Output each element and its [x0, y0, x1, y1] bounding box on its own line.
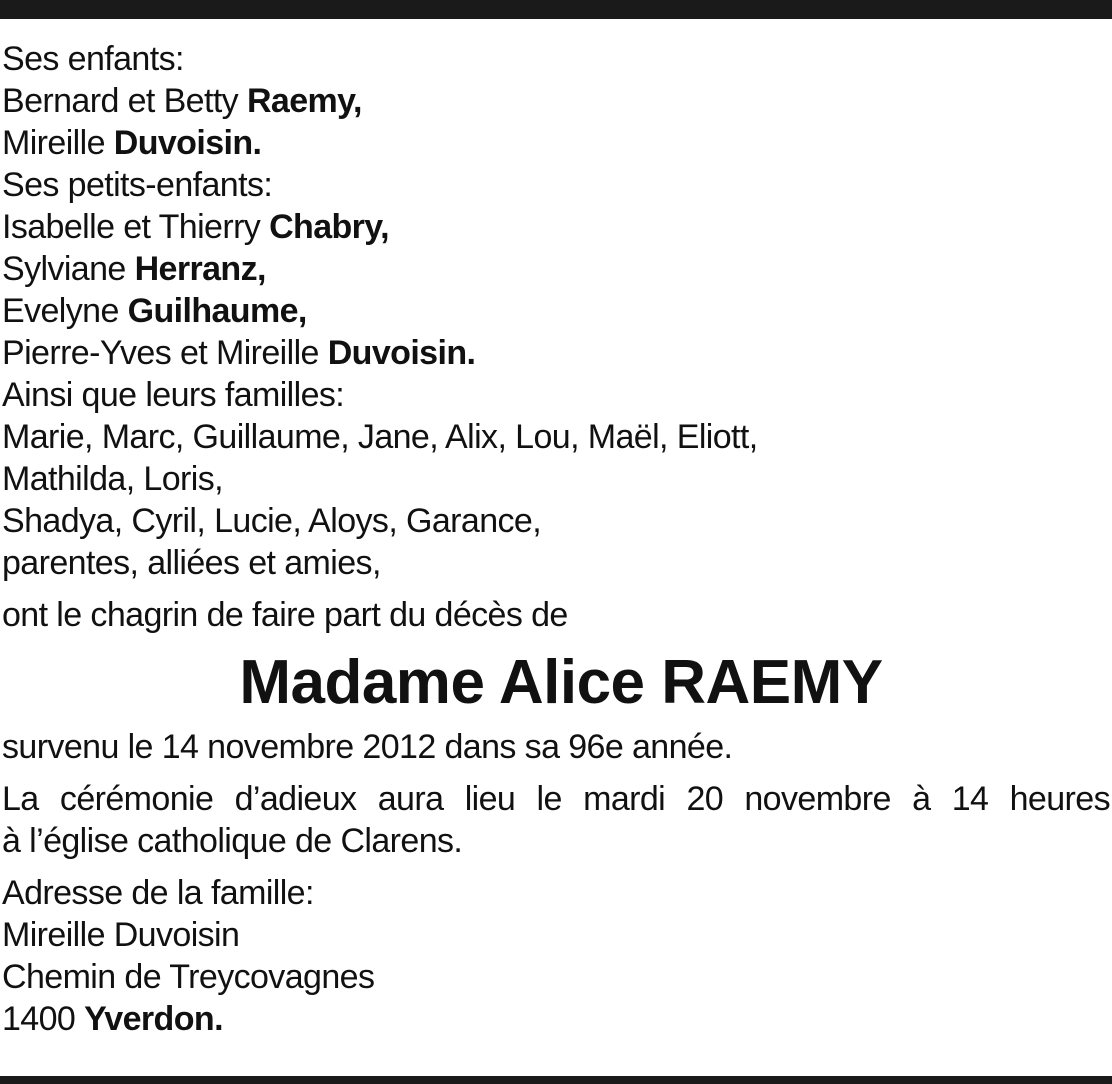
families-line: Marie, Marc, Guillaume, Jane, Alix, Lou, Maël, Eliott, [2, 418, 758, 456]
grandchild-surname: Duvoisin. [327, 334, 476, 372]
ceremony-line: à l’église catholique de Clarens. [2, 822, 463, 860]
families-line: Shadya, Cyril, Lucie, Aloys, Garance, [2, 502, 542, 540]
announcement-text: ont le chagrin de faire part du décès de [2, 596, 568, 634]
death-info: survenu le 14 novembre 2012 dans sa 96e année. [2, 728, 733, 766]
bottom-rule [0, 1076, 1112, 1084]
grandchild-surname: Guilhaume, [127, 292, 307, 330]
address-city: Yverdon. [84, 1000, 223, 1038]
address-city-line [2, 998, 1110, 1040]
address-street: Chemin de Treycovagnes [2, 958, 375, 996]
spacer [2, 584, 1110, 594]
deceased-name: Madame Alice RAEMY [239, 648, 883, 717]
address-header: Adresse de la famille: [2, 874, 314, 912]
spacer [2, 768, 1110, 778]
child-surname: Raemy, [246, 82, 362, 120]
obituary-notice [2, 38, 1110, 1040]
grandchild-surname: Herranz, [134, 250, 266, 288]
families-header: Ainsi que leurs familles: [2, 376, 345, 414]
grandchild-entry: Evelyne Guilhaume, [2, 292, 307, 330]
families-line: parentes, alliées et amies, [2, 544, 381, 582]
children-header: Ses enfants: [2, 40, 184, 78]
top-rule [0, 0, 1112, 19]
grandchild-entry: Pierre-Yves et Mireille Duvoisin. [2, 334, 476, 372]
grandchild-entry: Sylviane Herranz, [2, 250, 266, 288]
child-entry: Mireille Duvoisin. [2, 124, 262, 162]
child-surname: Duvoisin. [113, 124, 262, 162]
grandchildren-header: Ses petits-enfants: [2, 166, 273, 204]
grandchild-entry: Isabelle et Thierry Chabry, [2, 208, 389, 246]
ceremony-line: La cérémonie d’adieux aura lieu le mardi 20 novembre à 14 heures [2, 780, 1110, 818]
address-name: Mireille Duvoisin [2, 916, 240, 954]
families-line: Mathilda, Loris, [2, 460, 223, 498]
address-zip: 1400 [2, 1000, 76, 1038]
spacer [2, 862, 1110, 872]
child-entry: Bernard et Betty Raemy, [2, 82, 362, 120]
grandchild-surname: Chabry, [269, 208, 389, 246]
